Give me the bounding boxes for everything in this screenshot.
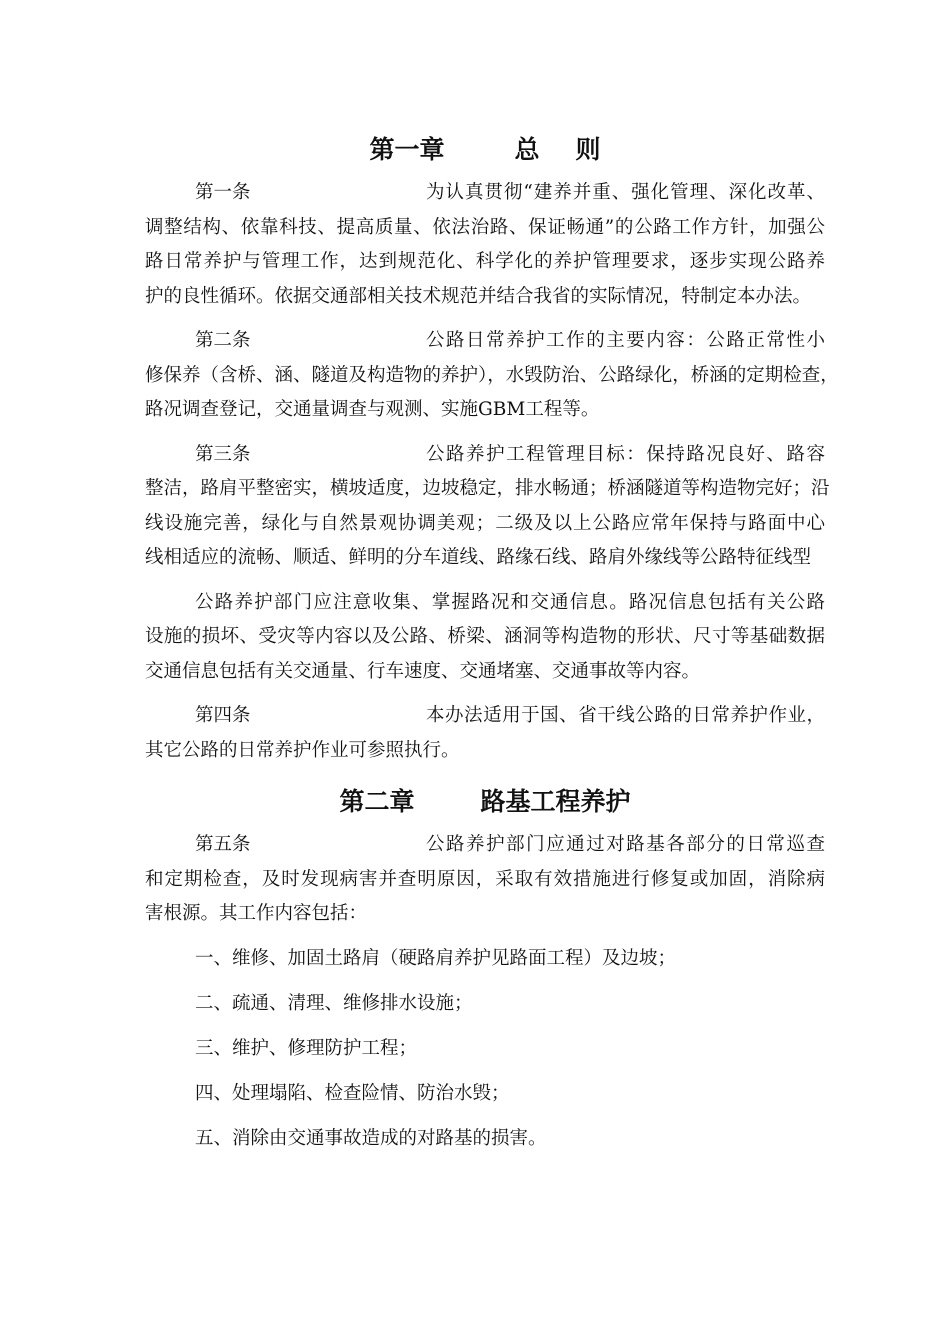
article-3-label: 第三条	[195, 443, 251, 465]
article-2-line: 路况调查登记，交通量调查与观测、实施GBM工程等。	[145, 399, 600, 420]
article-2-first-line: 公路日常养护工作的主要内容：公路正常性小	[426, 330, 825, 351]
article-1-label: 第一条	[195, 182, 251, 203]
article-5-line: 害根源。其工作内容包括：	[145, 903, 368, 924]
article-1-line: 护的良性循环。依据交通部相关技术规范并结合我省的实际情况，特制定本办法。	[145, 285, 812, 307]
article-2-label: 第二条	[195, 330, 251, 351]
article-5	[145, 828, 825, 932]
article-4-label: 第四条	[195, 705, 251, 726]
article-5-label: 第五条	[195, 834, 251, 855]
article-1	[145, 176, 825, 314]
article-2	[145, 324, 839, 428]
info-paragraph-line: 设施的损坏、受灾等内容以及公路、桥梁、涵洞等构造物的形状、尺寸等基础数据	[145, 626, 825, 647]
chapter-1-prefix: 第一章	[369, 135, 445, 164]
info-paragraph-line: 交通信息包括有关交通量、行车速度、交通堵塞、交通事故等内容。	[145, 660, 701, 682]
article-3-first-line: 公路养护工程管理目标：保持路况良好、路容	[426, 443, 825, 465]
article-3	[145, 438, 830, 576]
list-item: 四、处理塌陷、检查险情、防治水毁；	[195, 1083, 510, 1104]
article-1-first-line: 为认真贯彻“建养并重、强化管理、深化改革、	[426, 182, 825, 203]
article-3-line: 整洁，路肩平整密实，横坡适度，边坡稳定，排水畅通；桥涵隧道等构造物完好；沿	[145, 478, 830, 499]
article-3-line: 线相适应的流畅、顺适、鲜明的分车道线、路缘石线、路肩外缘线等公路特征线型	[145, 547, 812, 568]
list-item: 二、疏通、清理、维修排水设施；	[195, 993, 473, 1014]
chapter-2-prefix: 第二章	[339, 787, 415, 816]
info-paragraph	[145, 586, 825, 690]
list-item: 一、维修、加固土路肩（硬路肩养护见路面工程）及边坡；	[195, 948, 677, 969]
article-4-first-line: 本办法适用于国、省干线公路的日常养护作业，	[426, 705, 825, 726]
info-paragraph-first-line: 公路养护部门应注意收集、掌握路况和交通信息。路况信息包括有关公路	[195, 591, 825, 613]
article-1-line: 路日常养护与管理工作，达到规范化、科学化的养护管理要求，逐步实现公路养	[145, 251, 825, 272]
list-item: 五、消除由交通事故造成的对路基的损害。	[195, 1128, 547, 1149]
chapter-2-title	[145, 782, 825, 822]
chapter-1-title-char-2: 则	[575, 135, 601, 164]
article-5-line: 和定期检查，及时发现病害并查明原因，采取有效措施进行修复或加固，消除病	[145, 868, 825, 890]
article-2-line: 修保养（含桥、涵、隧道及构造物的养护），水毁防治、公路绿化，桥涵的定期检查，	[145, 364, 839, 386]
list-item: 三、维护、修理防护工程；	[195, 1038, 418, 1059]
chapter-2-title-text: 路基工程养护	[480, 787, 631, 816]
article-5-first-line: 公路养护部门应通过对路基各部分的日常巡查	[426, 834, 825, 855]
chapter-1-title-char-1: 总	[514, 135, 540, 164]
article-4	[145, 699, 825, 768]
article-4-line: 其它公路的日常养护作业可参照执行。	[145, 739, 460, 761]
article-1-line: 调整结构、依靠科技、提高质量、依法治路、保证畅通”的公路工作方针，加强公	[145, 216, 825, 238]
document-page	[145, 130, 839, 1157]
article-3-line: 线设施完善，绿化与自然景观协调美观；二级及以上公路应常年保持与路面中心	[145, 512, 825, 534]
chapter-1-title	[145, 130, 825, 170]
